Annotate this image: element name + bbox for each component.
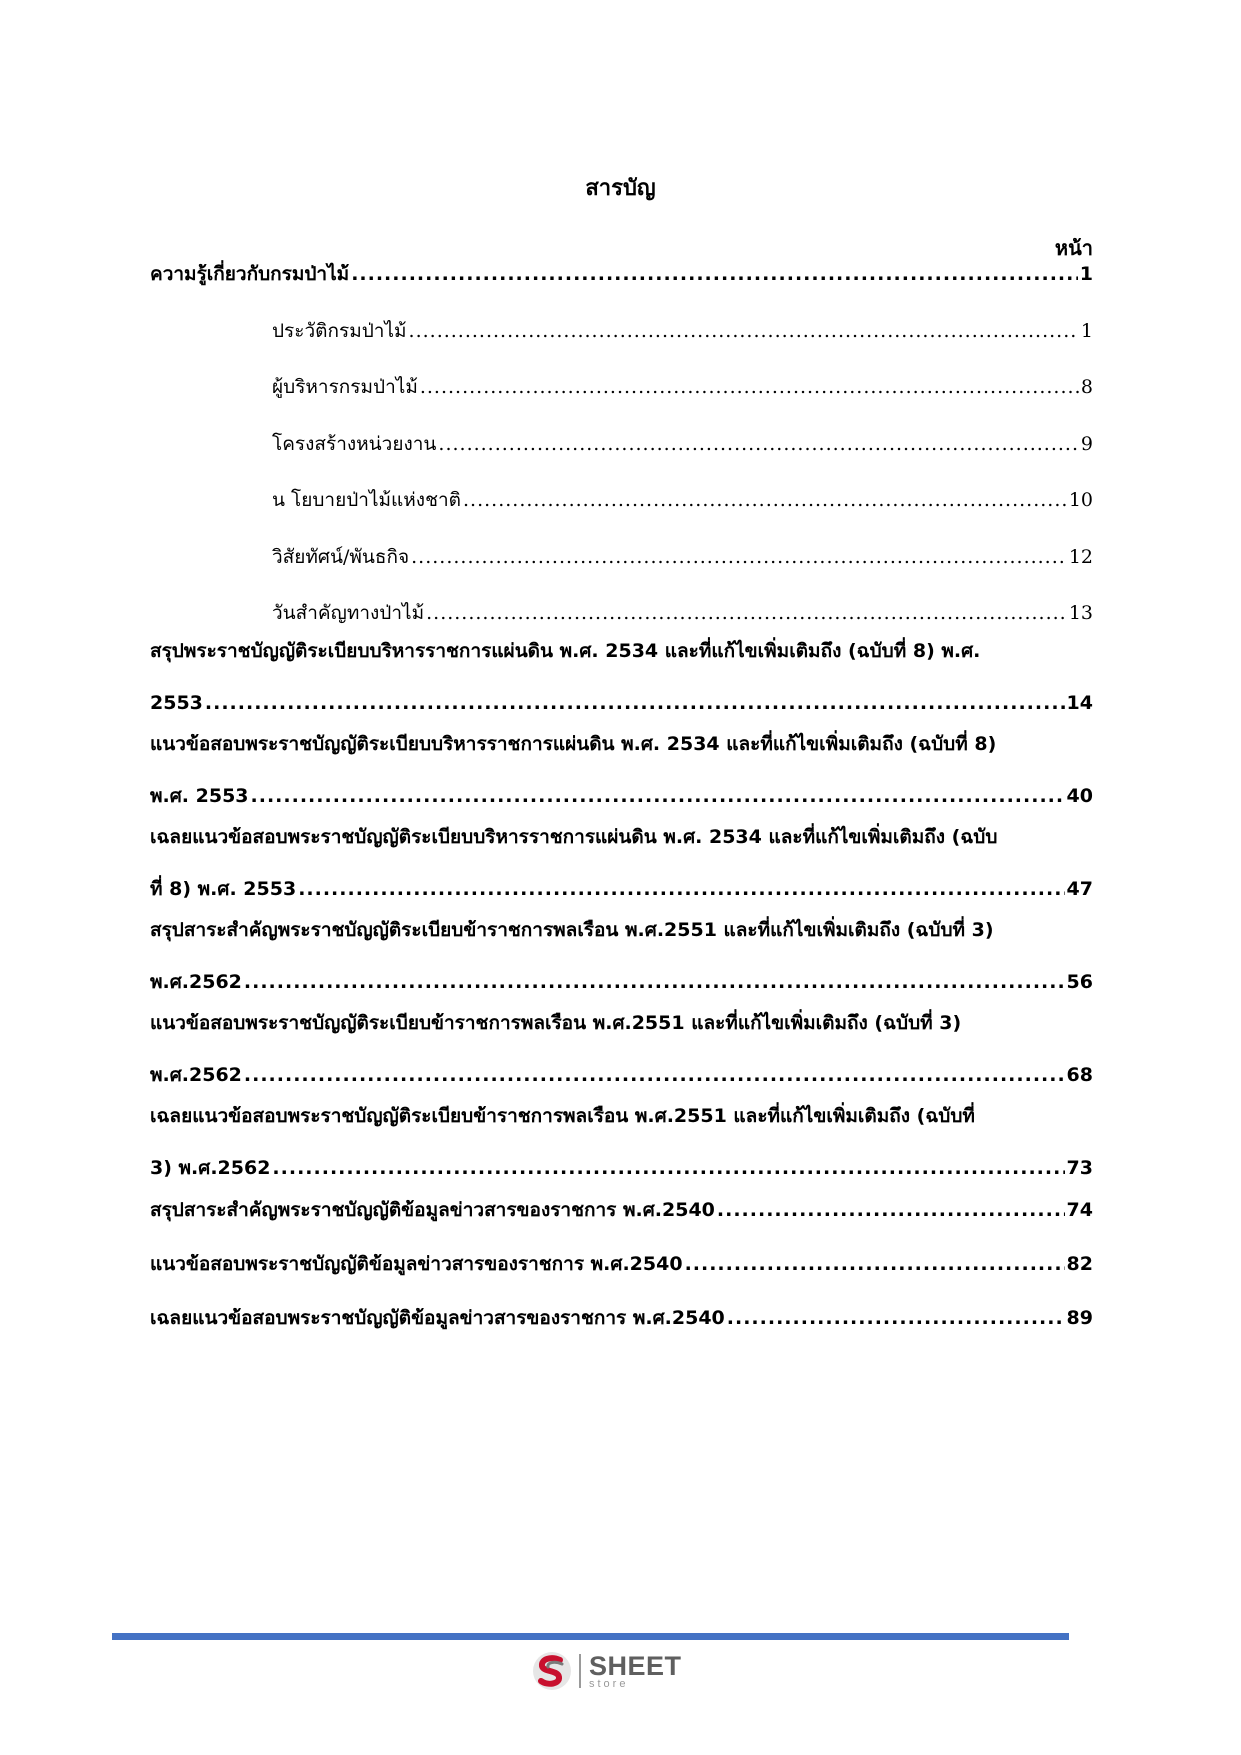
toc-entry-title: พ.ศ.2562 bbox=[150, 1064, 242, 1086]
dot-leader bbox=[438, 418, 1079, 470]
toc-entry bbox=[150, 904, 1093, 1008]
toc-entry bbox=[150, 1238, 1093, 1290]
toc-page-number: 10 bbox=[1068, 489, 1093, 511]
toc-subentry bbox=[150, 305, 1093, 357]
toc-line bbox=[150, 1238, 1093, 1290]
toc-page-number: 9 bbox=[1080, 433, 1093, 455]
toc-entry-title: โครงสร้างหน่วยงาน bbox=[272, 433, 437, 455]
toc-entry-title: สรุปสาระสำคัญพระราชบัญญัติข้อมูลข่าวสารของราชการ พ.ศ.2540 bbox=[150, 1199, 715, 1221]
toc-subentry bbox=[150, 474, 1093, 526]
toc-line bbox=[150, 1292, 1093, 1344]
toc-entry bbox=[150, 811, 1093, 915]
dot-leader bbox=[685, 1238, 1065, 1290]
toc-line bbox=[150, 1090, 1093, 1142]
toc-entry-title: 3) พ.ศ.2562 bbox=[150, 1157, 271, 1179]
toc-page-number: 74 bbox=[1066, 1199, 1093, 1221]
toc-page-number: 82 bbox=[1066, 1253, 1093, 1275]
page-column-label: หน้า bbox=[1054, 236, 1093, 260]
toc-entry-title: พ.ศ. 2553 bbox=[150, 785, 249, 807]
toc-page-number: 12 bbox=[1068, 546, 1093, 568]
toc-entry-title: วิสัยทัศน์/พันธกิจ bbox=[272, 546, 410, 568]
toc-entry-title: เฉลยแนวข้อสอบพระราชบัญญัติระเบียบบริหารราชการแผ่นดิน พ.ศ. 2534 และที่แก้ไขเพิ่มเติมถึง (ฉบับ bbox=[150, 826, 998, 848]
toc-entry-title: พ.ศ.2562 bbox=[150, 971, 242, 993]
logo-wordmark bbox=[589, 1650, 682, 1690]
toc-line bbox=[150, 997, 1093, 1049]
dot-leader bbox=[717, 1184, 1065, 1236]
toc-title: สารบัญ bbox=[585, 176, 656, 201]
toc-entry-title: วันสำคัญทางป่าไม้ bbox=[272, 602, 425, 624]
toc-entry bbox=[150, 625, 1093, 729]
toc-entry bbox=[150, 1090, 1093, 1194]
toc-line bbox=[150, 811, 1093, 863]
dot-leader bbox=[727, 1292, 1065, 1344]
toc-line bbox=[150, 248, 1093, 300]
toc-line bbox=[150, 1184, 1093, 1236]
toc-entry-title: แนวข้อสอบพระราชบัญญัติข้อมูลข่าวสารของราชการ พ.ศ.2540 bbox=[150, 1253, 683, 1275]
toc-entry-title: น โยบายป่าไม้แห่งชาติ bbox=[272, 489, 461, 511]
dot-leader bbox=[463, 474, 1067, 526]
toc-line bbox=[150, 531, 1093, 583]
toc-page-number: 73 bbox=[1066, 1157, 1093, 1179]
toc-entry-title: ที่ 8) พ.ศ. 2553 bbox=[150, 878, 297, 900]
toc-page-number: 14 bbox=[1066, 692, 1093, 714]
toc-line bbox=[150, 718, 1093, 770]
toc-subentry bbox=[150, 531, 1093, 583]
toc-page-number: 68 bbox=[1066, 1064, 1093, 1086]
toc-entry bbox=[150, 1184, 1093, 1236]
toc-entry-title: สรุปพระราชบัญญัติระเบียบบริหารราชการแผ่นดิน พ.ศ. 2534 และที่แก้ไขเพิ่มเติมถึง (ฉบับที่ 8) พ.ศ. bbox=[150, 640, 981, 662]
toc-page-number: 1 bbox=[1080, 320, 1093, 342]
toc-page-number: 40 bbox=[1066, 785, 1093, 807]
dot-leader bbox=[420, 361, 1079, 413]
toc-line bbox=[150, 904, 1093, 956]
toc-line bbox=[150, 305, 1093, 357]
toc-subentry bbox=[150, 418, 1093, 470]
dot-leader bbox=[351, 248, 1078, 300]
toc-entry-title: สรุปสาระสำคัญพระราชบัญญัติระเบียบข้าราชการพลเรือน พ.ศ.2551 และที่แก้ไขเพิ่มเติมถึง (ฉบับที่ 3) bbox=[150, 919, 994, 941]
toc-page-number: 47 bbox=[1066, 878, 1093, 900]
toc-page-number: 13 bbox=[1068, 602, 1093, 624]
toc-entry-title: แนวข้อสอบพระราชบัญญัติระเบียบบริหารราชการแผ่นดิน พ.ศ. 2534 และที่แก้ไขเพิ่มเติมถึง (ฉบับที่ 8) bbox=[150, 733, 997, 755]
toc-entry-title: เฉลยแนวข้อสอบพระราชบัญญัติข้อมูลข่าวสารของราชการ พ.ศ.2540 bbox=[150, 1307, 725, 1329]
toc-line bbox=[150, 361, 1093, 413]
sheet-store-s-logo-icon bbox=[531, 1650, 573, 1692]
dot-leader bbox=[411, 531, 1067, 583]
toc-entry bbox=[150, 997, 1093, 1101]
toc-page-number: 8 bbox=[1080, 376, 1093, 398]
toc-entry-title: 2553 bbox=[150, 692, 203, 714]
toc-entry-title: เฉลยแนวข้อสอบพระราชบัญญัติระเบียบข้าราชการพลเรือน พ.ศ.2551 และที่แก้ไขเพิ่มเติมถึง (ฉบับที่ bbox=[150, 1105, 975, 1127]
toc-page-number: 89 bbox=[1066, 1307, 1093, 1329]
toc-line bbox=[150, 474, 1093, 526]
toc-entry-title: แนวข้อสอบพระราชบัญญัติระเบียบข้าราชการพลเรือน พ.ศ.2551 และที่แก้ไขเพิ่มเติมถึง (ฉบับที่ 3) bbox=[150, 1012, 962, 1034]
logo-separator bbox=[579, 1654, 581, 1688]
sheet-store-logo bbox=[531, 1650, 682, 1692]
toc-line bbox=[150, 418, 1093, 470]
footer-rule bbox=[112, 1633, 1069, 1640]
toc-subentry bbox=[150, 361, 1093, 413]
toc-entry bbox=[150, 718, 1093, 822]
toc-entry bbox=[150, 248, 1093, 300]
toc-page-number: 1 bbox=[1079, 263, 1093, 285]
toc-page-number: 56 bbox=[1066, 971, 1093, 993]
toc-entry-title: ความรู้เกี่ยวกับกรมป่าไม้ bbox=[150, 263, 350, 285]
logo-main-text: SHEET bbox=[589, 1650, 682, 1681]
toc-entry-title: ประวัติกรมป่าไม้ bbox=[272, 320, 407, 342]
toc-line bbox=[150, 625, 1093, 677]
dot-leader bbox=[409, 305, 1079, 357]
toc-entry bbox=[150, 1292, 1093, 1344]
logo-sub-text: store bbox=[589, 1677, 629, 1690]
toc-entry-title: ผู้บริหารกรมป่าไม้ bbox=[272, 376, 418, 398]
